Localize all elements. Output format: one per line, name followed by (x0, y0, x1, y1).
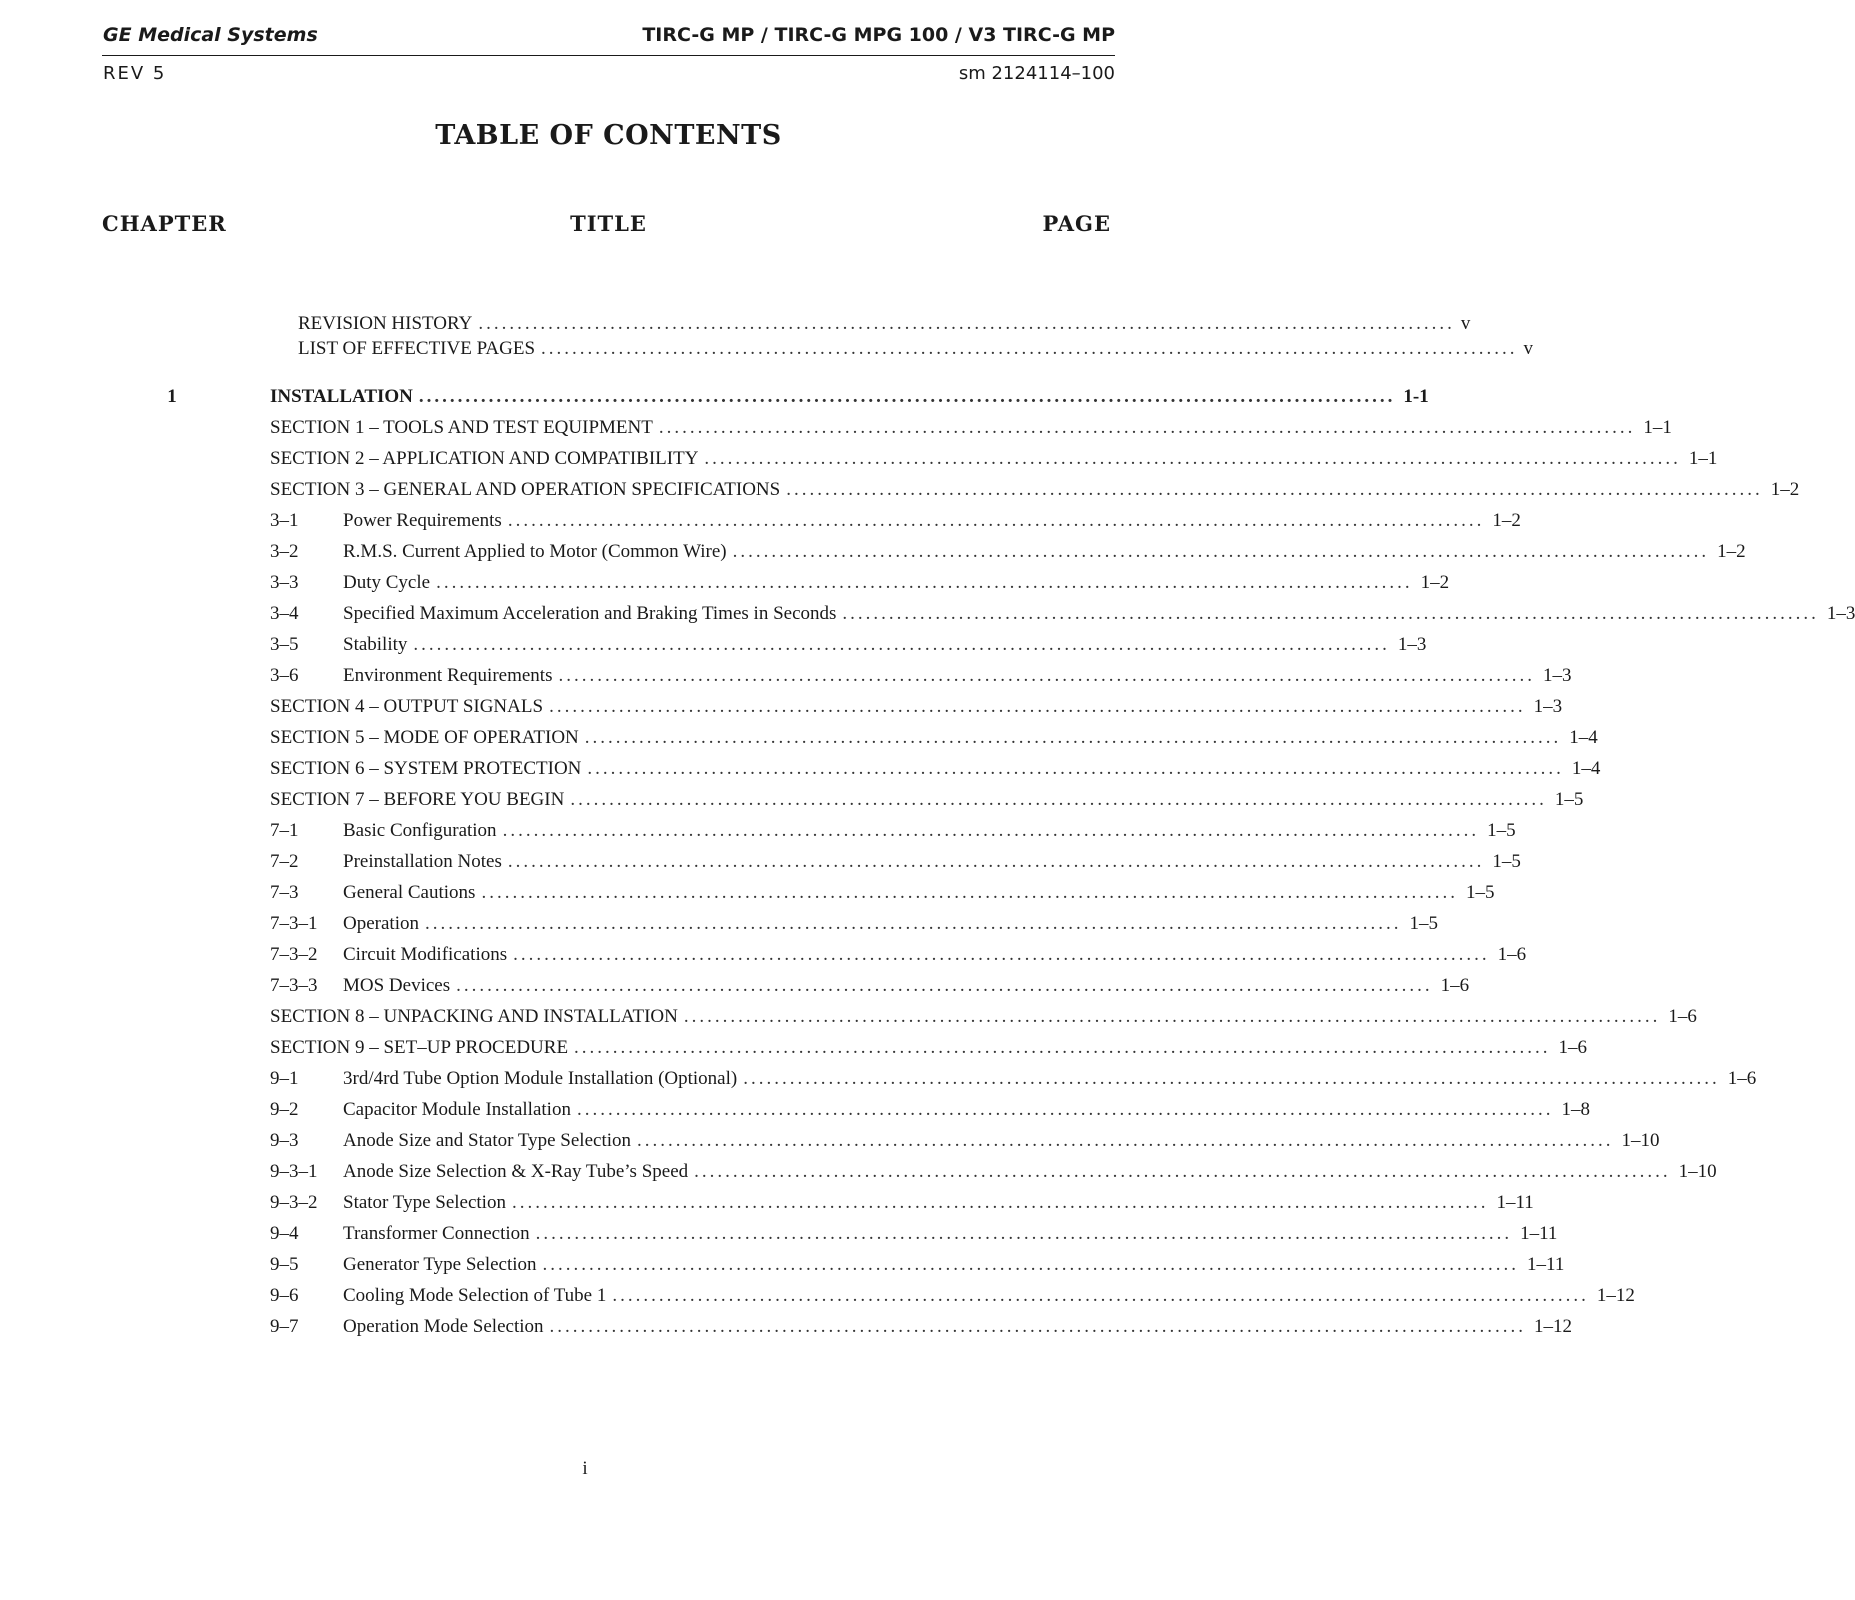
toc-entry-label: Cooling Mode Selection of Tube 1 (343, 1285, 607, 1306)
column-header-page: PAGE (1042, 211, 1111, 236)
toc-entry-label: Environment Requirements (343, 665, 553, 686)
toc-entry-label: SECTION 8 – UNPACKING AND INSTALLATION (270, 1006, 678, 1027)
toc-entry-number: 3–4 (270, 603, 299, 624)
dot-leader: .............................................................................................................................. (481, 882, 1458, 903)
dot-leader: .............................................................................................................................. (584, 727, 1562, 748)
company-name: GE Medical Systems (103, 24, 318, 46)
toc-entry[interactable] (270, 415, 1672, 441)
toc-entry-page: 1–3 (1397, 634, 1427, 655)
toc-entry-page: 1–6 (1668, 1006, 1697, 1027)
toc-entry-label: Preinstallation Notes (343, 851, 502, 872)
dot-leader: .............................................................................................................................. (424, 913, 1402, 934)
toc-entry-label: Generator Type Selection (343, 1254, 537, 1275)
toc-entry[interactable] (270, 1128, 1660, 1154)
toc-entry-number: 9–7 (270, 1316, 299, 1337)
toc-entry[interactable] (270, 694, 1563, 720)
toc-entry-page: 1–12 (1596, 1285, 1635, 1306)
toc-entry[interactable] (270, 911, 1438, 937)
toc-entry-page: 1–5 (1487, 820, 1516, 841)
toc-entry-label: Capacitor Module Installation (343, 1099, 571, 1120)
toc-entry-page: 1–5 (1554, 789, 1584, 810)
dot-leader: .............................................................................................................................. (574, 1037, 1551, 1058)
toc-entry[interactable] (270, 570, 1450, 596)
dot-leader: .............................................................................................................................. (541, 338, 1518, 359)
toc-entry-number: 3–2 (270, 541, 299, 562)
toc-entry-label: INSTALLATION (270, 386, 413, 407)
toc-entry-label: Circuit Modifications (343, 944, 508, 965)
document-number: sm 2124114–100 (958, 63, 1115, 84)
toc-entry[interactable] (270, 1159, 1717, 1185)
dot-leader: .............................................................................................................................. (570, 789, 1547, 810)
dot-leader: .............................................................................................................................. (558, 665, 1535, 686)
toc-entry[interactable] (270, 1221, 1558, 1247)
toc-entry-label: SECTION 4 – OUTPUT SIGNALS (270, 696, 544, 717)
dot-leader: .............................................................................................................................. (587, 758, 1564, 779)
toc-entry-number: 9–2 (270, 1099, 299, 1120)
dot-leader: .............................................................................................................................. (535, 1223, 1513, 1244)
dot-leader: .............................................................................................................................. (413, 634, 1390, 655)
toc-entry[interactable] (270, 663, 1572, 689)
column-header-chapter: CHAPTER (102, 211, 227, 236)
toc-entry[interactable] (270, 1252, 1565, 1278)
toc-entry[interactable] (270, 1097, 1590, 1123)
toc-entry-number: 3–5 (270, 634, 299, 655)
toc-entry-label: SECTION 1 – TOOLS AND TEST EQUIPMENT (270, 417, 653, 438)
toc-entry[interactable] (270, 1035, 1588, 1061)
toc-entry-page: 1–5 (1409, 913, 1438, 934)
dot-leader: .............................................................................................................................. (637, 1130, 1614, 1151)
toc-entry-page: 1–2 (1770, 479, 1800, 500)
chapter-number: 1 (167, 386, 177, 407)
toc-entry[interactable] (270, 632, 1427, 658)
toc-entry-page: 1–11 (1527, 1254, 1565, 1275)
toc-entry-number: 9–3 (270, 1130, 299, 1151)
dot-leader: .............................................................................................................................. (511, 1192, 1489, 1213)
toc-entry-label: Specified Maximum Acceleration and Braking Times in Seconds (343, 603, 837, 624)
dot-leader: .............................................................................................................................. (743, 1068, 1720, 1089)
toc-entry-label: Basic Configuration (343, 820, 497, 841)
dot-leader: .............................................................................................................................. (478, 313, 1455, 334)
toc-entry[interactable] (270, 508, 1521, 534)
toc-entry-label: Transformer Connection (343, 1223, 530, 1244)
dot-leader: .............................................................................................................................. (456, 975, 1433, 996)
dot-leader: .............................................................................................................................. (549, 1316, 1527, 1337)
dot-leader: .............................................................................................................................. (683, 1006, 1661, 1027)
toc-entry-number: 7–2 (270, 851, 299, 872)
dot-leader: .............................................................................................................................. (842, 603, 1819, 624)
toc-entry-label: SECTION 9 – SET–UP PROCEDURE (270, 1037, 569, 1058)
dot-leader: .............................................................................................................................. (704, 448, 1681, 469)
toc-entry-label: Duty Cycle (343, 572, 431, 593)
toc-entry[interactable] (270, 973, 1470, 999)
toc-entry-label: MOS Devices (343, 975, 451, 996)
toc-entry-page: 1–1 (1688, 448, 1718, 469)
revision-label: REV 5 (103, 63, 167, 84)
toc-entry-page: 1–10 (1621, 1130, 1660, 1151)
dot-leader: .............................................................................................................................. (436, 572, 1413, 593)
toc-entry-effective-pages[interactable] (298, 336, 1534, 362)
model-name: TIRC-G MP / TIRC-G MPG 100 / V3 TIRC-G MP (642, 24, 1115, 46)
toc-entry[interactable] (270, 1314, 1573, 1340)
toc-entry-number: 9–4 (270, 1223, 299, 1244)
toc-entry-number: 9–3–1 (270, 1161, 318, 1182)
dot-leader: .............................................................................................................................. (658, 417, 1636, 438)
toc-entry-number: 3–6 (270, 665, 299, 686)
toc-entry-page: 1–10 (1678, 1161, 1717, 1182)
toc-entry-label: Power Requirements (343, 510, 502, 531)
toc-entry-page: 1–8 (1561, 1099, 1590, 1120)
toc-entry-label: LIST OF EFFECTIVE PAGES (298, 338, 536, 359)
toc-entry-page: 1–4 (1571, 758, 1601, 779)
toc-entry-number: 7–3–3 (270, 975, 318, 996)
toc-entry-label: Operation Mode Selection (343, 1316, 544, 1337)
dot-leader: .............................................................................................................................. (507, 510, 1485, 531)
toc-entry-number: 9–1 (270, 1068, 299, 1089)
toc-entry-page: v (1523, 338, 1534, 359)
toc-entry-page: 1–12 (1534, 1316, 1573, 1337)
toc-entry-number: 7–3–1 (270, 913, 318, 934)
toc-entry-number: 7–1 (270, 820, 299, 841)
dot-leader: .............................................................................................................................. (418, 386, 1396, 407)
dot-leader: .............................................................................................................................. (612, 1285, 1589, 1306)
toc-entry[interactable] (270, 477, 1800, 503)
toc-entry[interactable] (270, 942, 1527, 968)
dot-leader: .............................................................................................................................. (694, 1161, 1671, 1182)
column-header-title: TITLE (570, 211, 647, 236)
toc-entry-page: 1–6 (1440, 975, 1470, 996)
toc-entry-label: SECTION 7 – BEFORE YOU BEGIN (270, 789, 565, 810)
toc-entry[interactable] (270, 601, 1855, 627)
toc-entry-page: 1–2 (1492, 510, 1521, 531)
toc-entry-number: 7–3 (270, 882, 299, 903)
toc-entry-page: 1–2 (1717, 541, 1746, 562)
toc-entry-page: 1–3 (1533, 696, 1563, 717)
toc-entry-page: 1–11 (1520, 1223, 1558, 1244)
toc-entry-label: Anode Size Selection & X-Ray Tube’s Speed (343, 1161, 689, 1182)
toc-entry[interactable] (270, 539, 1746, 565)
toc-entry-label: SECTION 2 – APPLICATION AND COMPATIBILITY (270, 448, 699, 469)
dot-leader: .............................................................................................................................. (513, 944, 1490, 965)
toc-entry-label: 3rd/4rd Tube Option Module Installation (Optional) (343, 1068, 738, 1089)
toc-entry[interactable] (270, 787, 1584, 813)
dot-leader: .............................................................................................................................. (502, 820, 1480, 841)
toc-entry-page: 1–5 (1492, 851, 1521, 872)
toc-entry-number: 3–3 (270, 572, 299, 593)
toc-entry-label: R.M.S. Current Applied to Motor (Common Wire) (343, 541, 727, 562)
toc-entry-label: SECTION 6 – SYSTEM PROTECTION (270, 758, 582, 779)
toc-entry-label: Stability (343, 634, 408, 655)
toc-entry[interactable] (270, 1004, 1697, 1030)
toc-entry-number: 3–1 (270, 510, 299, 531)
toc-entry[interactable] (270, 446, 1718, 472)
toc-entry[interactable] (270, 725, 1598, 751)
toc-chapter-installation[interactable] (167, 384, 1429, 410)
toc-entry-label: SECTION 5 – MODE OF OPERATION (270, 727, 579, 748)
toc-entry-number: 7–3–2 (270, 944, 318, 965)
toc-entry-number: 9–6 (270, 1285, 299, 1306)
toc-entry-page: 1–2 (1420, 572, 1450, 593)
toc-entry-page: 1–3 (1826, 603, 1855, 624)
toc-entry[interactable] (270, 756, 1601, 782)
toc-entry-page: 1–6 (1558, 1037, 1588, 1058)
toc-entry[interactable] (270, 1283, 1635, 1309)
toc-entry-page: 1–3 (1542, 665, 1572, 686)
header-rule (102, 55, 1115, 56)
toc-entry[interactable] (270, 1066, 1757, 1092)
dot-leader: .............................................................................................................................. (507, 851, 1485, 872)
toc-entry-page: 1–5 (1465, 882, 1495, 903)
toc-entry-label: Anode Size and Stator Type Selection (343, 1130, 632, 1151)
toc-entry-label: General Cautions (343, 882, 476, 903)
toc-entry-page: v (1460, 313, 1471, 334)
toc-entry-number: 9–3–2 (270, 1192, 318, 1213)
toc-entry-page: 1–1 (1643, 417, 1672, 438)
toc-entry-revision-history[interactable] (298, 311, 1471, 337)
page-title: TABLE OF CONTENTS (435, 120, 782, 151)
toc-entry-page: 1–6 (1727, 1068, 1757, 1089)
toc-entry-page: 1-1 (1403, 386, 1429, 407)
toc-entry[interactable] (270, 880, 1495, 906)
dot-leader: .............................................................................................................................. (549, 696, 1526, 717)
toc-entry-page: 1–11 (1496, 1192, 1534, 1213)
page-number: i (582, 1458, 588, 1479)
toc-entry-number: 9–5 (270, 1254, 299, 1275)
toc-entry[interactable] (270, 1190, 1534, 1216)
toc-entry-label: REVISION HISTORY (298, 313, 473, 334)
dot-leader: .............................................................................................................................. (732, 541, 1710, 562)
toc-entry-label: Stator Type Selection (343, 1192, 506, 1213)
toc-entry-page: 1–6 (1497, 944, 1527, 965)
dot-leader: .............................................................................................................................. (542, 1254, 1520, 1275)
toc-entry-page: 1–4 (1569, 727, 1598, 748)
toc-entry[interactable] (270, 849, 1521, 875)
dot-leader: .............................................................................................................................. (576, 1099, 1554, 1120)
dot-leader: .............................................................................................................................. (786, 479, 1763, 500)
toc-entry-label: Operation (343, 913, 419, 934)
toc-entry[interactable] (270, 818, 1516, 844)
toc-entry-label: SECTION 3 – GENERAL AND OPERATION SPECIFICATIONS (270, 479, 781, 500)
